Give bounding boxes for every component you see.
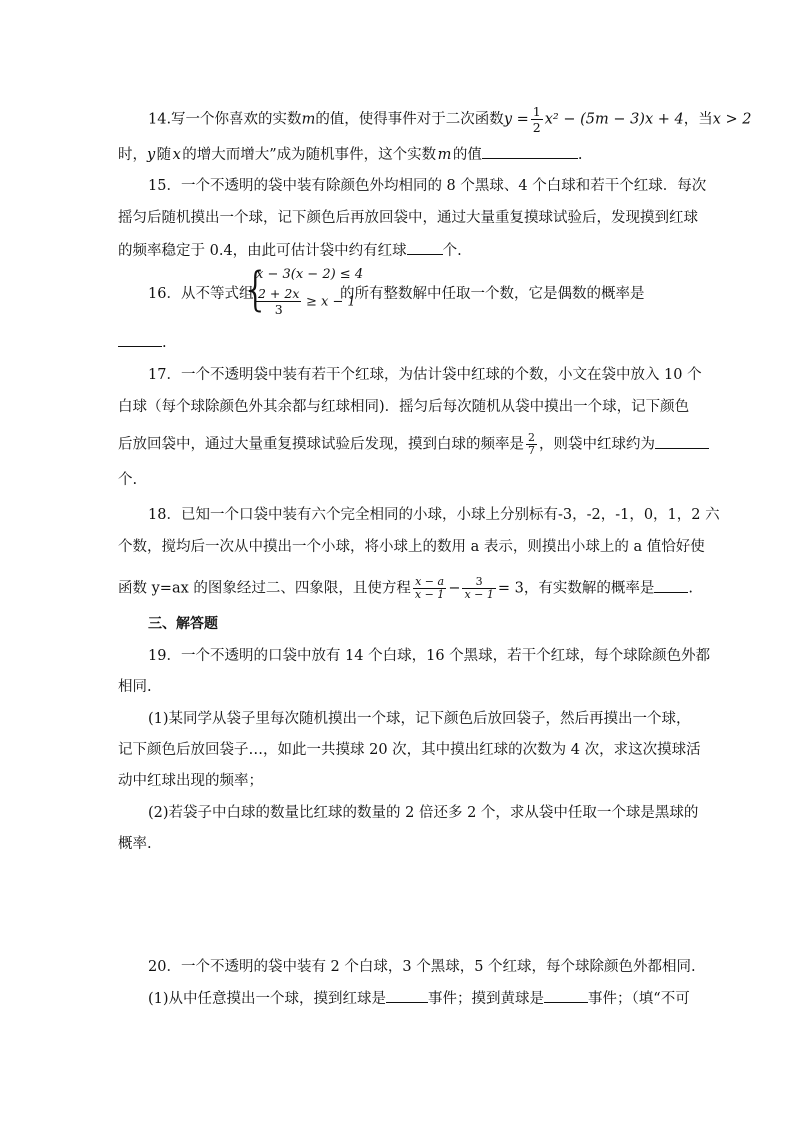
fraction-one-half: $\frac{1}{2}$ <box>532 104 541 135</box>
q14-text: 的值 <box>452 147 482 163</box>
answer-blank[interactable] <box>654 578 688 593</box>
q18-line-2: 个数，搅均后一次从中摸出一个小球，将小球上的数用 a 表示，则摸出小球上的 a 值恰好使 <box>118 539 705 555</box>
answer-blank[interactable] <box>482 144 578 159</box>
q14-text: ，当 <box>683 111 713 128</box>
q19-part1-line-3: 动中红球出现的频率； <box>118 773 263 789</box>
fraction-three: $\frac{3}{x - 1}$ <box>464 575 494 601</box>
q15-line-3: 的频率稳定于 0.4，由此可估计袋中约有红球 个. <box>118 240 462 261</box>
q18-line-1: 18．已知一个口袋中装有六个完全相同的小球，小球上分别标有-3，-2，-1，0，1，2 六 <box>148 507 720 523</box>
math-expression: x² − (5m − 3)x + 4 <box>544 111 684 128</box>
q19-part1-line-1: (1)某同学从袋子里每次随机摸出一个球，记下颜色后放回袋子，然后再摸出一个球， <box>148 711 691 727</box>
fraction-x-minus-a: $\frac{x - a}{x - 1}$ <box>414 575 445 601</box>
q17-line-1: 17．一个不透明袋中装有若干个红球，为估计袋中红球的个数，小文在袋中放入 10 个 <box>148 367 702 383</box>
q14-text: 14.写一个你喜欢的实数 <box>148 111 302 128</box>
q14-text: 随 <box>156 147 172 163</box>
q19-line-2: 相同. <box>118 679 152 695</box>
answer-blank[interactable] <box>386 988 428 1003</box>
inequality-2: $\frac{2 + 2x}{3}$ ≥ x − 1 <box>258 286 356 317</box>
q14-line-1 <box>148 104 752 135</box>
q14-text: 的增大而增大”成为随机事件，这个实数 <box>182 147 437 163</box>
answer-blank[interactable] <box>118 332 162 347</box>
math-y: y = <box>503 111 529 128</box>
var-m: m <box>437 147 452 163</box>
inequality-1: x − 3(x − 2) ≤ 4 <box>256 267 364 282</box>
q15-line-1: 15．一个不透明的袋中装有除颜色外均相同的 8 个黑球、4 个白球和若干个红球．每次 <box>148 178 707 194</box>
q16-label: 16．从不等式组 <box>148 286 254 302</box>
answer-blank[interactable] <box>544 988 588 1003</box>
fraction-two-sevenths: $\frac{2}{7}$ <box>528 431 535 457</box>
math-condition: x > 2 <box>712 111 752 128</box>
q17-line-4: 个. <box>118 472 138 488</box>
q19-part1-line-2: 记下颜色后放回袋子…，如此一共摸球 20 次，其中摸出红球的次数为 4 次，求这次摸球活 <box>118 742 701 758</box>
q18-line-3: 函数 y=ax 的图象经过二、四象限，且使方程 $\frac{x - a}{x - 1}$ − $\frac{3}{x - 1}$ = 3，有实数解的概率是 . <box>118 575 693 601</box>
q20-part1: (1)从中任意摸出一个球，摸到红球是 事件；摸到黄球是 事件；（填“不可 <box>148 988 690 1009</box>
answer-blank[interactable] <box>407 240 443 255</box>
q14-text: 的值，使得事件对于二次函数 <box>315 111 504 128</box>
answer-blank[interactable] <box>655 434 709 449</box>
q19-part2-line-2: 概率. <box>118 836 152 852</box>
section-heading: 三、解答题 <box>148 616 218 632</box>
var-y: y <box>147 147 156 163</box>
var-x: x <box>172 147 181 163</box>
q20-line-1: 20．一个不透明的袋中装有 2 个白球，3 个黑球，5 个红球，每个球除颜色外都相同. <box>148 959 696 975</box>
var-m: m <box>301 111 316 128</box>
q14-line-2: 时，y 随 x 的增大而增大”成为随机事件，这个实数 m 的值 . <box>118 144 582 165</box>
q19-line-1: 19．一个不透明的口袋中放有 14 个白球，16 个黑球，若干个红球，每个球除颜色外都 <box>148 648 711 664</box>
q19-part2-line-1: (2)若袋子中白球的数量比红球的数量的 2 倍还多 2 个，求从袋中任取一个球是黑球的 <box>148 805 699 821</box>
system-brace: { <box>241 262 271 316</box>
q15-line-2: 摇匀后随机摸出一个球，记下颜色后再放回袋中，通过大量重复摸球试验后，发现摸到红球 <box>118 210 698 226</box>
q17-line-2: 白球（每个球除颜色外其余都与红球相同)．摇匀后每次随机从袋中摸出一个球，记下颜色 <box>118 399 690 415</box>
q16-tail: 的所有整数解中任取一个数，它是偶数的概率是 <box>340 286 645 302</box>
q16-line-2: . <box>118 332 167 353</box>
q14-text: 时， <box>118 147 147 163</box>
q17-line-3: 后放回袋中，通过大量重复摸球试验后发现，摸到白球的频率是 $\frac{2}{7}$ ，则袋中红球约为 <box>118 432 709 457</box>
